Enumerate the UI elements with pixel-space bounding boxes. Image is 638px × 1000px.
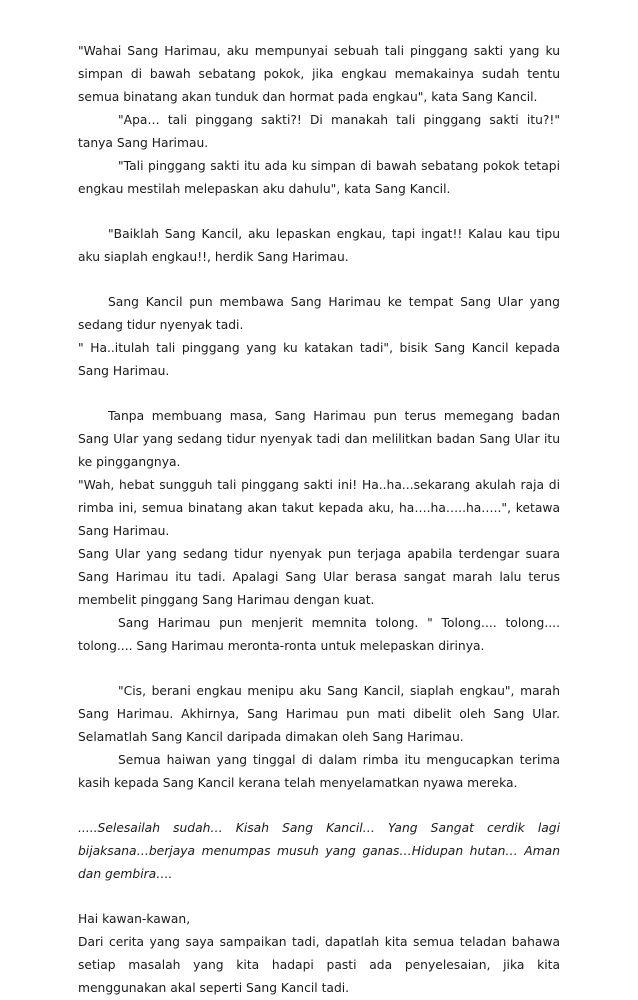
paragraph-kancil-leads: Sang Kancil pun membawa Sang Harimau ke tempat Sang Ular yang sedang tidur nyenyak tadi. (78, 295, 560, 332)
paragraph-kancil-offer: "Wahai Sang Harimau, aku mempunyai sebuah tali pinggang sakti yang ku simpan di bawah sebatang pokok, jika engkau memakainya sudah tentu semua binatang akan tunduk dan hormat pada engkau", kata Sang Kancil. (78, 44, 560, 104)
paragraph-harimau-screams: Sang Harimau pun menjerit memnita tolong. " Tolong.... tolong.... tolong.... Sang Harimau meronta-ronta untuk melepaskan dirinya. (78, 616, 560, 653)
paragraph-ending: .....Selesailah sudah… Kisah Sang Kancil… Yang Sangat cerdik lagi bijaksana…berjaya menumpas musuh yang ganas…Hidupan hutan… Aman dan gembira…. (78, 821, 560, 881)
paragraph-animals-thank: Semua haiwan yang tinggal di dalam rimba itu mengucapkan terima kasih kepada Sang Kancil kerana telah menyelamatkan nyawa mereka. (78, 753, 560, 790)
paragraph-harimau-dies: "Cis, berani engkau menipu aku Sang Kancil, siaplah engkau", marah Sang Harimau. Akhirnya, Sang Harimau pun mati dibelit oleh Sang Ular. Selamatlah Sang Kancil daripada dimakan oleh Sang Harimau. (78, 684, 560, 744)
paragraph-kancil-condition: "Tali pinggang sakti itu ada ku simpan di bawah sebatang pokok tetapi engkau mestilah melepaskan aku dahulu", kata Sang Kancil. (78, 159, 560, 196)
paragraph-harimau-asks: "Apa… tali pinggang sakti?! Di manakah tali pinggang sakti itu?!" tanya Sang Harimau. (78, 113, 560, 150)
paragraph-moral: Dari cerita yang saya sampaikan tadi, dapatlah kita semua teladan bahawa setiap masalah yang kita hadapi pasti ada penyelesaian, jika kita menggunakan akal seperti Sang Kancil tadi. (78, 935, 560, 995)
paragraph-harimau-grabs-snake: Tanpa membuang masa, Sang Harimau pun terus memegang badan Sang Ular yang sedang tidur nyenyak tadi dan melilitkan badan Sang Ular itu ke pinggangnya. (78, 409, 560, 469)
paragraph-harimau-boasts: "Wah, hebat sungguh tali pinggang sakti ini! Ha..ha...sekarang akulah raja di rimba ini, semua binatang akan takut kepada aku, ha….ha…..ha…..", ketawa Sang Harimau. (78, 478, 560, 538)
paragraph-greeting: Hai kawan-kawan, (78, 912, 191, 926)
paragraph-kancil-whisper: " Ha..itulah tali pinggang yang ku katakan tadi", bisik Sang Kancil kepada Sang Harimau. (78, 341, 560, 378)
paragraph-ular-wakes: Sang Ular yang sedang tidur nyenyak pun terjaga apabila terdengar suara Sang Harimau itu tadi. Apalagi Sang Ular berasa sangat marah lalu terus membelit pinggang Sang Harimau dengan kuat. (78, 547, 560, 607)
paragraph-harimau-releases: "Baiklah Sang Kancil, aku lepaskan engkau, tapi ingat!! Kalau kau tipu aku siaplah engkau!!, herdik Sang Harimau. (78, 227, 560, 264)
